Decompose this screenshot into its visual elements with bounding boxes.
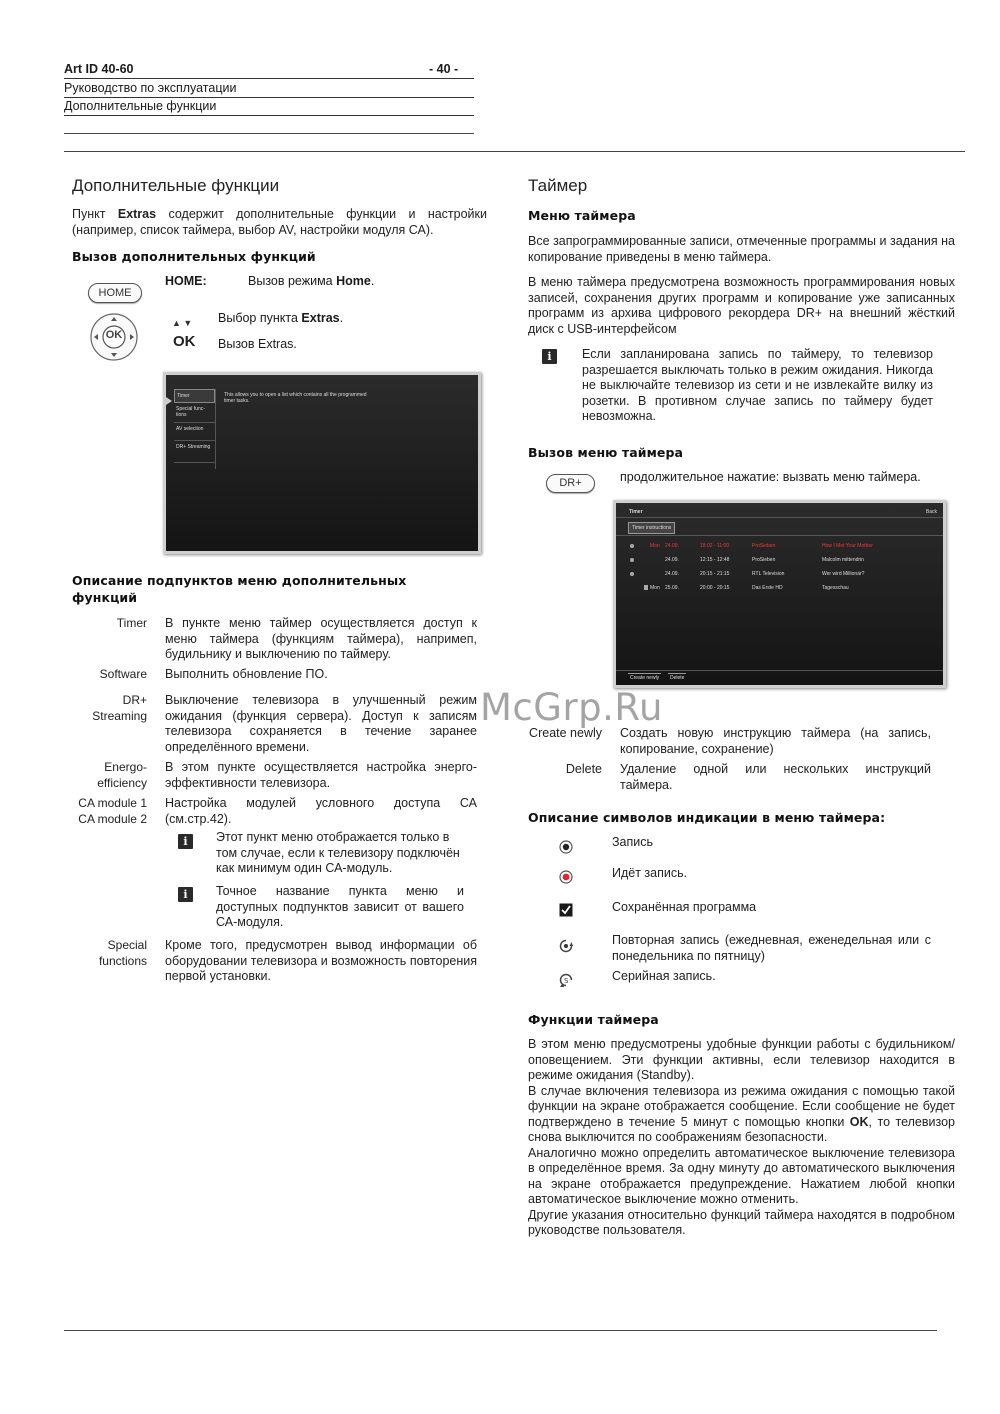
timer-menu-p2: В меню таймера предусмотрена возможность программирования новых записей, сохранения других программ и копирование уже записанных программ из архива цифрового рекордера DR+ на внешний жёсткий диск с USB-интерфейсом (528, 275, 955, 336)
left-section-title: Дополнительные функции (72, 176, 280, 195)
item-text-timer: В пункте меню таймер осуществляется доступ к меню таймера (функциям таймера), напримеп, будильнику и выключению по таймеру. (165, 616, 477, 661)
saved-program-icon (559, 903, 573, 917)
delete-text: Удаление одной или нескольких инструкций таймера. (620, 762, 931, 792)
timer-note: Если запланирована запись по таймеру, то телевизор разрешается выключать только в режим ожидания. Никогда не выключайте телевизор из сети и не извлекайте вилку из розетки. В противном случае запись по таймеру будет невозможна. (582, 347, 933, 423)
row-status-icon (630, 558, 634, 562)
dr-remote-button: DR+ (546, 474, 595, 493)
timer-functions-body: В этом меню предусмотрены удобные функции работы с будильником/оповещением. Эти функции активны, если телевизор находится в режиме ожидания (Standby). В случае включения телевизора из режима ожидания с помощью такой функции на экране отображается сообщение. Если сообщение не будет подтверждено в течение 5 минут с помощью кнопки OK, то телевизор снова выключится по соображениям безопасности. Аналогично можно определить автоматическое выключение телевизора в определённое время. За одну минуту до автоматического выключения на экране отображается предупреждение. Нажатием любой кнопки автоматическое выключение можно отменить. Другие указания относительно функций таймера находятся в подробном руководстве пользователя. (528, 1037, 955, 1237)
timer-screen-delete-button: Delete (670, 675, 685, 681)
left-intro: Пункт Extras содержит дополнительные функции и настройки (например, список таймера, выбор AV, настройки модуля СА). (72, 207, 487, 237)
ok-dial-label: OK (105, 329, 123, 341)
note-ca-name: Точное название пункта меню и доступных подпунктов зависит от вашего СА-модуля. (216, 884, 464, 929)
create-newly-text: Создать новую инструкцию таймера (на запись, копирование, сохранение) (620, 726, 931, 756)
item-text-energo: В этом пункте осуществляется настройка энерго-эффективности телевизора. (165, 760, 477, 790)
symbol-text-record: Запись (612, 835, 654, 849)
timer-functions-heading: Функции таймера (528, 1012, 659, 1027)
item-label-special: Special functions (98, 938, 147, 968)
record-icon (559, 840, 573, 854)
call-timer-heading: Вызов меню таймера (528, 445, 684, 460)
row-status-icon (630, 572, 634, 576)
row-status-icon (630, 544, 634, 548)
right-section-title: Таймер (528, 176, 588, 195)
header-row-1 (64, 61, 474, 79)
create-newly-label: Create newly (529, 726, 602, 740)
page-number: - 40 - (429, 62, 459, 76)
item-text-software: Выполнить обновление ПО. (165, 667, 328, 681)
note-ca-shown: Этот пункт меню отображается только в том случае, если к телевизору подключён как минимум один СА-модуль. (216, 830, 460, 875)
timer-menu-p1: Все запрограммированные записи, отмеченные программы и задания на копирование приведены в меню таймера. (528, 234, 955, 264)
extras-menu-item-special: Special func-tions (174, 403, 215, 423)
timer-screen-title: Timer (629, 509, 643, 515)
item-label-energo: Energo- efficiency (97, 760, 147, 790)
watermark: McGrp.Ru (480, 686, 663, 729)
menu-pointer-icon (166, 393, 172, 401)
extras-menu-item-dr: DR+ Streaming (174, 441, 215, 463)
symbol-text-series: Серийная запись. (612, 969, 716, 983)
timer-menu-heading: Меню таймера (528, 208, 636, 223)
up-down-arrows-icon: ▲ ▼ (172, 318, 193, 328)
svg-text:S: S (564, 977, 569, 985)
home-key-desc: Вызов режима Home. (248, 274, 375, 288)
ok-key-label: OK (173, 333, 196, 350)
item-label-dr-streaming: DR+ Streaming (92, 693, 147, 723)
symbol-text-recording: Идёт запись. (612, 866, 688, 880)
info-icon: i (178, 834, 193, 849)
extras-menu-description: This allows you to open a list which contains all the programmed timer tasks. (224, 392, 367, 404)
dr-button-desc: продолжительное нажатие: вызвать меню таймера. (620, 470, 921, 484)
subitems-heading-2: функций (72, 590, 138, 605)
extras-menu-list (174, 389, 216, 469)
item-label-ca-modules: CA module 1 CA module 2 (78, 796, 147, 826)
header-row-3: Дополнительные функции (64, 98, 474, 116)
symbol-text-saved: Сохранённая программа (612, 900, 757, 914)
symbol-text-repeat: Повторная запись (ежедневная, еженедельная или с понедельника по пятницу) (612, 933, 931, 963)
extras-menu-item-timer: Timer (174, 389, 215, 403)
page-bottom-rule (64, 1330, 937, 1331)
home-key-label: HOME: (165, 274, 207, 288)
item-text-special: Кроме того, предусмотрен вывод информации об оборудовании телевизора и возможность повторения первой установки. (165, 938, 477, 983)
select-extras-text: Выбор пункта Extras. (218, 311, 344, 325)
symbols-heading: Описание символов индикации в меню таймера: (528, 810, 886, 825)
extras-menu-screenshot (163, 372, 481, 554)
call-extras-heading: Вызов дополнительных функций (72, 249, 316, 264)
home-remote-button: HOME (88, 283, 142, 303)
page-top-rule (64, 151, 965, 152)
ok-dial-icon (89, 312, 139, 362)
recording-active-icon (559, 870, 573, 884)
info-icon: i (542, 349, 557, 364)
series-record-icon (559, 973, 573, 987)
item-label-timer: Timer (116, 616, 147, 630)
header-row-2: Руководство по эксплуатации (64, 80, 474, 98)
info-icon: i (178, 887, 193, 902)
extras-menu-item-av: AV selection (174, 423, 215, 441)
call-extras-text: Вызов Extras. (218, 337, 297, 351)
art-id: Art ID 40-60 (64, 62, 134, 76)
delete-label: Delete (565, 762, 602, 776)
subitems-heading-1: Описание подпунктов меню дополнительных (72, 573, 407, 588)
item-text-dr-streaming: Выключение телевизора в улучшенный режим ожидания (функция сервера). Доступ к записям телевизора сохраняется в течение заранее определённого времени. (165, 693, 477, 754)
row-status-icon (644, 585, 648, 590)
timer-screen-create-button: Create newly (630, 675, 660, 681)
item-label-software: Software (99, 667, 147, 681)
item-text-ca-modules: Настройка модулей условного доступа СА (см.стр.42). (165, 796, 477, 826)
timer-menu-screenshot: Timer Back Timer instructions Mon 24.09. 18:02 - 11:00 ProSieben How I Met Your Mother 24.09. 12:15 - 12:48 ProSieben Malcolm mittendrin 24.09. 20:15 - 21:15 RTL Television Wer wird Millionär? Mon 25.09. 20:00 - 20:15 Das Erste HD Tagesschau Create newly Delete (613, 500, 946, 688)
header-divider (64, 133, 474, 134)
repeat-record-icon (559, 939, 573, 953)
timer-screen-back: Back (925, 509, 937, 515)
timer-screen-tab: Timer instructions (628, 522, 675, 534)
